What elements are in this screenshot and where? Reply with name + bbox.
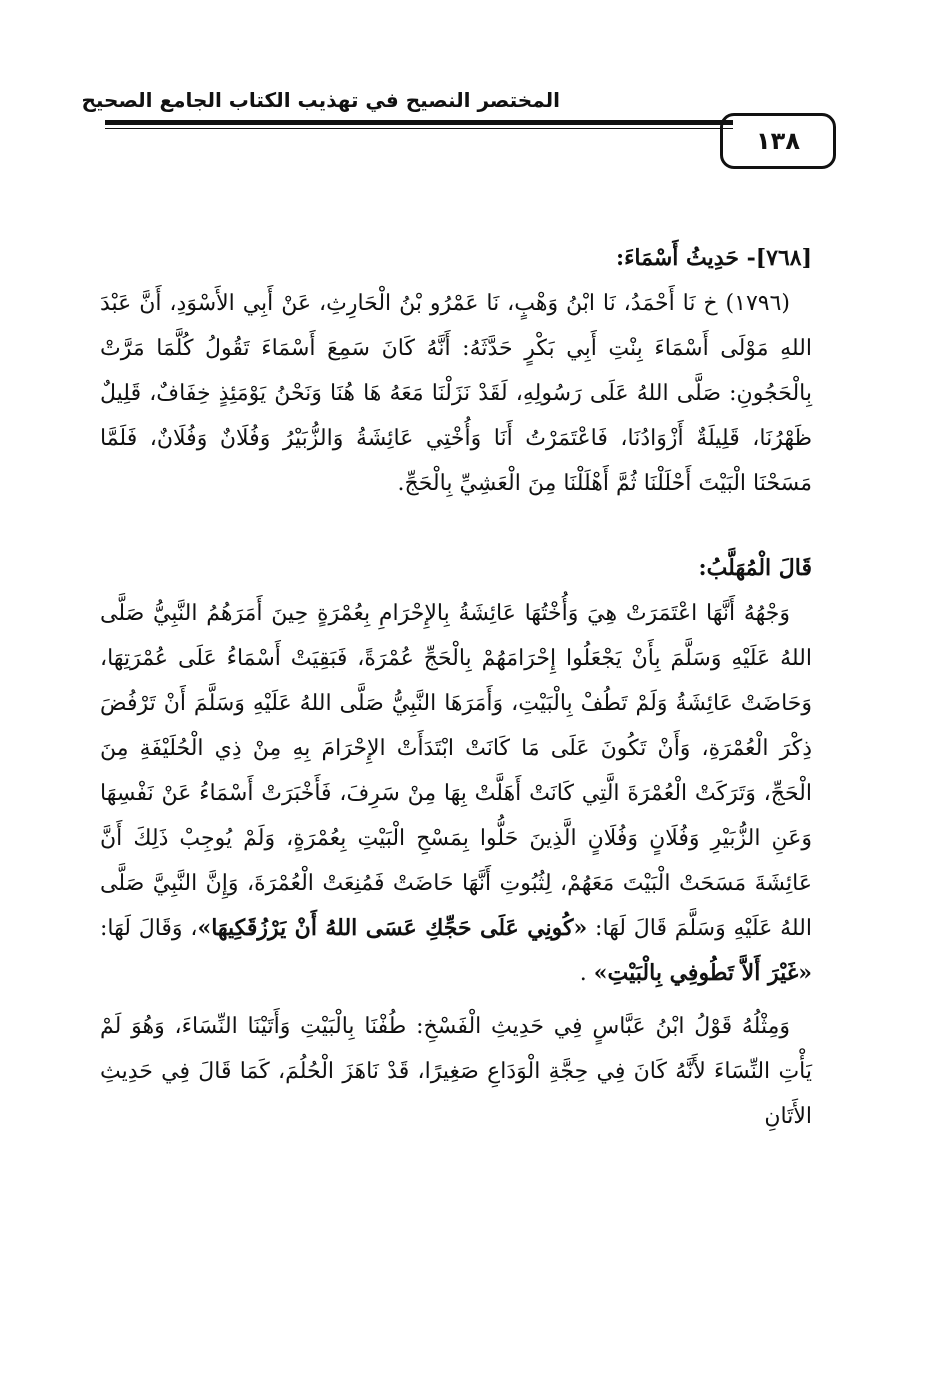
hadith-text: (١٧٩٦) خ نَا أَحْمَدُ، نَا ابْنُ وَهْبٍ، نَا عَمْرُو بْنُ الْحَارِثِ، عَنْ أَبِي الأَسْوَدِ، أَنَّ عَبْدَ اللهِ مَوْلَى أَسْمَاءَ بِنْتِ أَبِي بَكْرٍ حَدَّثَهُ: أَنَّهُ كَانَ سَمِعَ أَسْمَاءَ تَقُولُ كُلَّمَا مَرَّتْ بِالْحَجُونِ: صَلَّى اللهُ عَلَى رَسُولِهِ، لَقَدْ نَزَلْنَا مَعَهُ هَا هُنَا وَنَحْنُ يَوْمَئِذٍ خِفَافٌ، قَلِيلٌ ظَهْرُنَا، قَلِيلَةٌ أَزْوَادُنَا، فَاعْتَمَرْتُ أَنَا وَأُخْتِي عَائِشَةُ وَالزُّبَيْرُ وَفُلَانٌ وَفُلَانٌ، فَلَمَّا مَسَحْنَا الْبَيْتَ أَحْلَلْنَا ثُمَّ أَهْلَلْنَا مِنَ الْعَشِيِّ بِالْحَجِّ. (100, 291, 812, 496)
page-number: ١٣٨ (756, 127, 800, 155)
quote-hadith-2: «غَيْرَ أَلاَّ تَطُوفِي بِالْبَيْتِ» (593, 960, 812, 986)
hadith-heading: [٧٦٨]- حَدِيثُ أَسْمَاءَ: (615, 245, 812, 271)
quote-connector: ، وَقَالَ لَهَا: (100, 916, 198, 941)
quote-hadith-1: «كُونِي عَلَى حَجِّكِ عَسَى اللهُ أَنْ يَرْزُقَكِيهَا» (197, 915, 588, 941)
section-heading: قَالَ الْمُهَلَّبُ: (698, 555, 812, 581)
header-rule-thin (105, 128, 733, 129)
end-mark: . (579, 961, 594, 986)
page-number-box (720, 113, 836, 169)
commentary-text: وَجْهُهُ أَنَّهَا اعْتَمَرَتْ هِيَ وَأُخْتُهَا عَائِشَةُ بِالإِحْرَامِ بِعُمْرَةٍ حِينَ أَمَرَهُمُ النَّبِيُّ صَلَّى اللهُ عَلَيْهِ وَسَلَّمَ بِأَنْ يَجْعَلُوا إِحْرَامَهُمْ بِالْحَجِّ عُمْرَةً، فَبَقِيَتْ أَسْمَاءُ عَلَى عُمْرَتِهَا، وَحَاضَتْ عَائِشَةُ وَلَمْ تَطُفْ بِالْبَيْتِ، وَأَمَرَهَا النَّبِيُّ صَلَّى اللهُ عَلَيْهِ وَسَلَّمَ أَنْ تَرْفُضَ ذِكْرَ الْعُمْرَةِ، وَأَنْ تَكُونَ عَلَى مَا كَانَتْ ابْتَدَأَتْ الإِحْرَامَ بِهِ مِنْ ذِي الْحُلَيْفَةِ مِنَ الْحَجِّ، وَتَرَكَتْ الْعُمْرَةَ الَّتِي كَانَتْ أَهَلَّتْ بِهَا مِنْ سَرِفَ، فَأَخْبَرَتْ أَسْمَاءُ عَنْ نَفْسِهَا وَعَنِ الزُّبَيْرِ وَفُلَانٍ وَفُلَانٍ الَّذِينَ حَلُّوا بِمَسْحِ الْبَيْتِ بِعُمْرَةٍ، وَلَمْ يُوجِبْ ذَلِكَ أَنَّ عَائِشَةَ مَسَحَتْ الْبَيْتَ مَعَهُمْ، لِثُبُوتِ أَنَّهَا حَاضَتْ فَمُنِعَتْ الْعُمْرَةَ، وَإِنَّ النَّبِيَّ صَلَّى اللهُ عَلَيْهِ وَسَلَّمَ قَالَ لَهَا: (100, 601, 813, 941)
header-rule-thick (105, 120, 733, 125)
commentary-paragraph-2: وَمِثْلُهُ قَوْلُ ابْنُ عَبَّاسٍ فِي حَدِيثِ الْفَسْخِ: طُفْنَا بِالْبَيْتِ وَأَتَيْنَا النِّسَاءَ، وَهُوَ لَمْ يَأْتِ النِّسَاءَ لأَنَّهُ كَانَ فِي حِجَّةِ الْوَدَاعِ صَغِيرًا، قَدْ نَاهَزَ الْحُلُمَ، كَمَا قَالَ فِي حَدِيثِ الأَتَانِ (100, 1014, 812, 1129)
page-body (100, 236, 812, 1139)
header-title: المختصر النصيح في تهذيب الكتاب الجامع الصحيح (81, 88, 560, 112)
commentary-paragraph (100, 591, 812, 996)
